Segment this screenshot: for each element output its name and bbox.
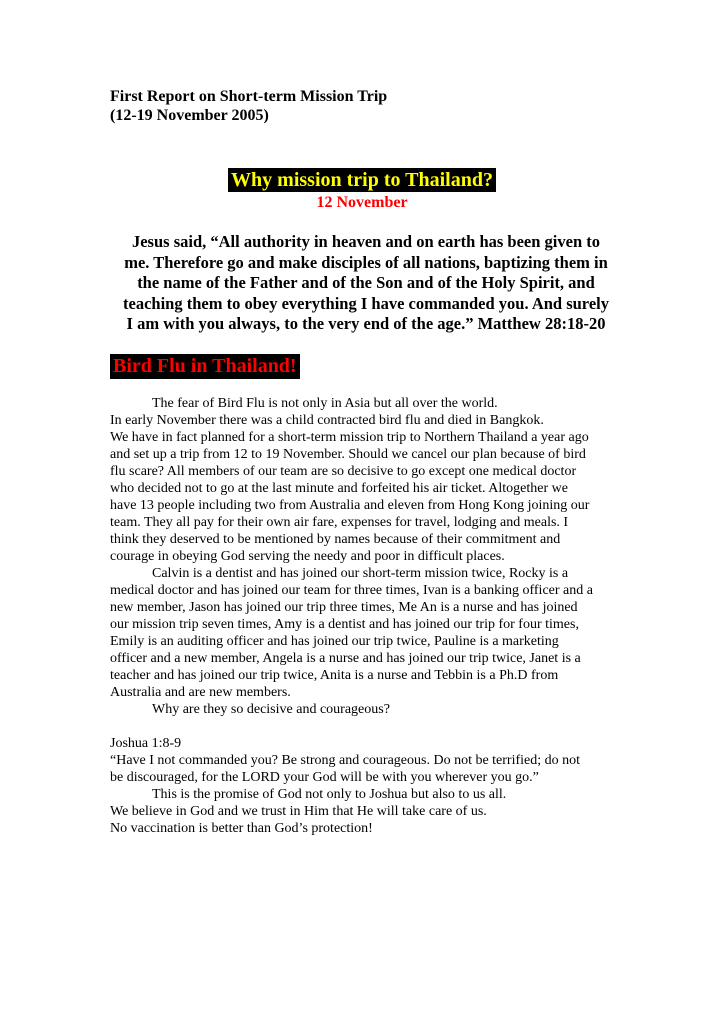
body-line: have 13 people including two from Australia and eleven from Hong Kong joining our [110, 498, 590, 513]
body-line: We have in fact planned for a short-term mission trip to Northern Thailand a year ago [110, 430, 589, 445]
body-line: be discouraged, for the LORD your God will be with you wherever you go.” [110, 770, 539, 785]
body-line: flu scare? All members of our team are so decisive to go except one medical doctor [110, 464, 577, 479]
body-line: team. They all pay for their own air fare, expenses for travel, lodging and meals. I [110, 515, 569, 530]
quote-line: teaching them to obey everything I have commanded you. And surely [123, 293, 609, 313]
body-line: Emily is an auditing officer and has joined our trip twice, Pauline is a marketing [110, 634, 559, 649]
quote-line: the name of the Father and of the Son and of the Holy Spirit, and [137, 273, 595, 292]
paragraph-gap [110, 718, 630, 735]
quote-line: I am with you always, to the very end of the age.” Matthew 28:18-20 [126, 314, 606, 333]
body-line: teacher and has joined our trip twice, Anita is a nurse and Tebbin is a Ph.D from [110, 668, 559, 683]
body-line: No vaccination is better than God’s protection! [110, 821, 373, 836]
report-title [110, 87, 387, 125]
body-line: Calvin is a dentist and has joined our short-term mission twice, Rocky is a [152, 566, 569, 581]
body-line: Why are they so decisive and courageous? [152, 702, 390, 717]
section-heading-container [0, 168, 724, 192]
body-line: This is the promise of God not only to Joshua but also to us all. [152, 787, 507, 802]
body-line: officer and a new member, Angela is a nurse and has joined our trip twice, Janet is a [110, 651, 581, 666]
body-line: The fear of Bird Flu is not only in Asia but all over the world. [152, 396, 498, 411]
body-line: think they deserved to be mentioned by names because of their commitment and [110, 532, 561, 547]
report-title-line2: (12-19 November 2005) [110, 107, 269, 124]
section-heading-bird-flu: Bird Flu in Thailand! [110, 354, 300, 379]
body-line: “Have I not commanded you? Be strong and courageous. Do not be terrified; do not [110, 753, 581, 768]
body-line: We believe in God and we trust in Him that He will take care of us. [110, 804, 487, 819]
body-line: our mission trip seven times, Amy is a dentist and has joined our trip for four times, [110, 617, 579, 632]
body-text [110, 395, 630, 837]
date-label: 12 November [316, 194, 408, 211]
quote-line: me. Therefore go and make disciples of all nations, baptizing them in [124, 252, 608, 272]
quote-line: Jesus said, “All authority in heaven and on earth has been given to [131, 232, 601, 251]
body-line: Australia and are new members. [110, 685, 291, 700]
body-line: new member, Jason has joined our trip three times, Me An is a nurse and has joined [110, 600, 578, 615]
bible-quote [104, 232, 628, 335]
report-title-line1: First Report on Short-term Mission Trip [110, 88, 388, 105]
body-line: courage in obeying God serving the needy and poor in difficult places. [110, 549, 505, 564]
section-heading-why: Why mission trip to Thailand? [228, 168, 496, 192]
body-line: and set up a trip from 12 to 19 November. Should we cancel our plan because of bird [110, 447, 586, 462]
body-line: medical doctor and has joined our team for three times, Ivan is a banking officer and a [110, 583, 593, 598]
body-line: In early November there was a child contracted bird flu and died in Bangkok. [110, 413, 544, 428]
scripture-reference: Joshua 1:8-9 [110, 736, 182, 751]
body-line: who decided not to go at the last minute and forfeited his air ticket. Altogether we [110, 481, 568, 496]
